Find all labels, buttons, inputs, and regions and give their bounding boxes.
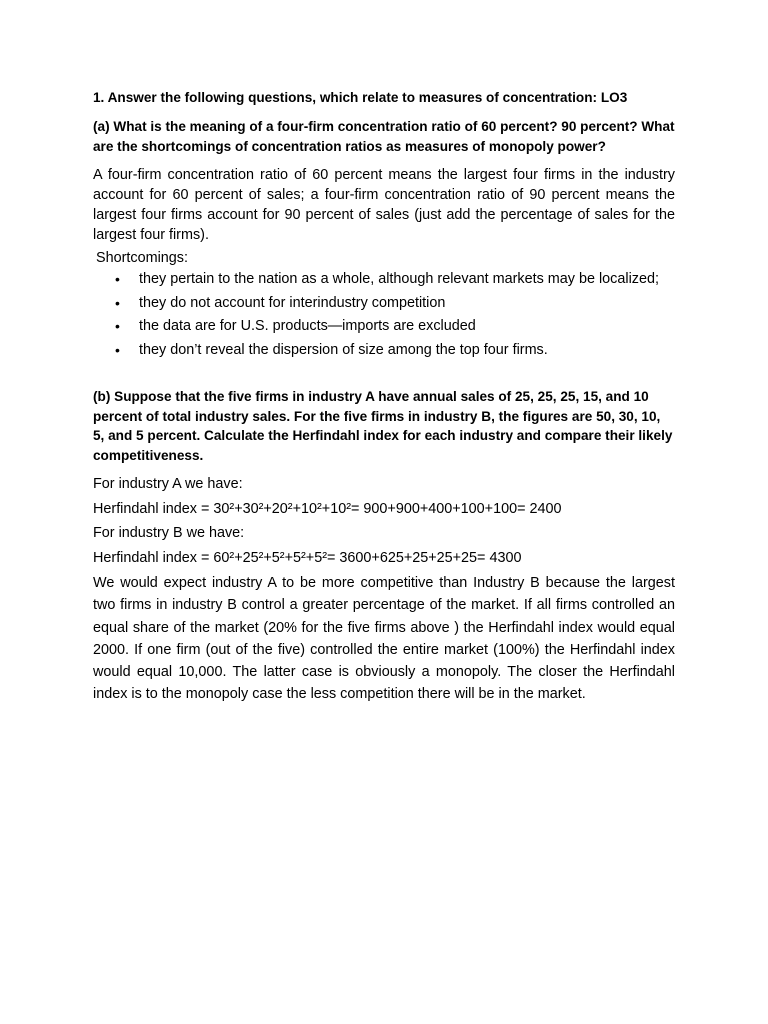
list-item: [93, 317, 675, 336]
bullet-icon: •: [115, 341, 120, 358]
shortcomings-label: Shortcomings:: [96, 250, 188, 266]
question-title: 1. Answer the following questions, which relate to measures of concentration: LO3: [93, 90, 628, 105]
section-spacer: [93, 364, 675, 387]
list-item-text: they pertain to the nation as a whole, although relevant markets may be localized;: [139, 271, 659, 287]
document-page: [93, 88, 675, 709]
list-item-text: the data are for U.S. products—imports are excluded: [139, 318, 476, 334]
list-item: [93, 294, 675, 313]
industry-b-label: For industry B we have:: [93, 525, 245, 541]
industry-b-formula: Herfindahl index = 60²+25²+5²+5²+5²= 3600+625+25+25+25= 4300: [93, 549, 522, 566]
bullet-icon: •: [115, 271, 120, 287]
list-item-text: they do not account for interindustry competition: [139, 294, 446, 311]
part-b-heading: (b) Suppose that the five firms in industry A have annual sales of 25, 25, 25, 15, and 10 percent of total industry sales. For the five firms in industry B, the figures are 50, 30, 10, 5, and 5 percent. Calculate the Herfindahl index for each industry and compare their likely competitiveness.: [93, 389, 673, 463]
industry-a-label: For industry A we have:: [93, 476, 243, 492]
part-a-heading: (a) What is the meaning of a four-firm concentration ratio of 60 percent? 90 percent? What are the shortcomings of concentration ratios as measures of monopoly power?: [93, 119, 675, 154]
list-item: [93, 270, 675, 289]
bullet-icon: •: [115, 318, 120, 334]
list-item-text: they don’t reveal the dispersion of size among the top four firms.: [139, 341, 548, 358]
list-item: [93, 341, 675, 360]
shortcomings-list: [93, 270, 675, 360]
part-a-answer: A four-firm concentration ratio of 60 percent means the largest four firms in the industry account for 60 percent of sales; a four-firm concentration ratio of 90 percent means the largest four firms account for 90 percent of sales (just add the percentage of sales for the largest four firms).: [93, 167, 675, 243]
bullet-icon: •: [115, 294, 120, 311]
industry-a-formula: Herfindahl index = 30²+30²+20²+10²+10²= 900+900+400+100+100= 2400: [93, 500, 562, 517]
part-b-conclusion: We would expect industry A to be more competitive than Industry B because the largest two firms in industry B control a greater percentage of the market. If all firms controlled an equal share of the market (20% for the five firms above ) the Herfindahl index would equal 2000. If one firm (out of the five) controlled the entire market (100%) the Herfindahl index would equal 10,000. The latter case is obviously a monopoly. The closer the Herfindahl index is to the monopoly case the less competition there will be in the market.: [93, 575, 675, 703]
